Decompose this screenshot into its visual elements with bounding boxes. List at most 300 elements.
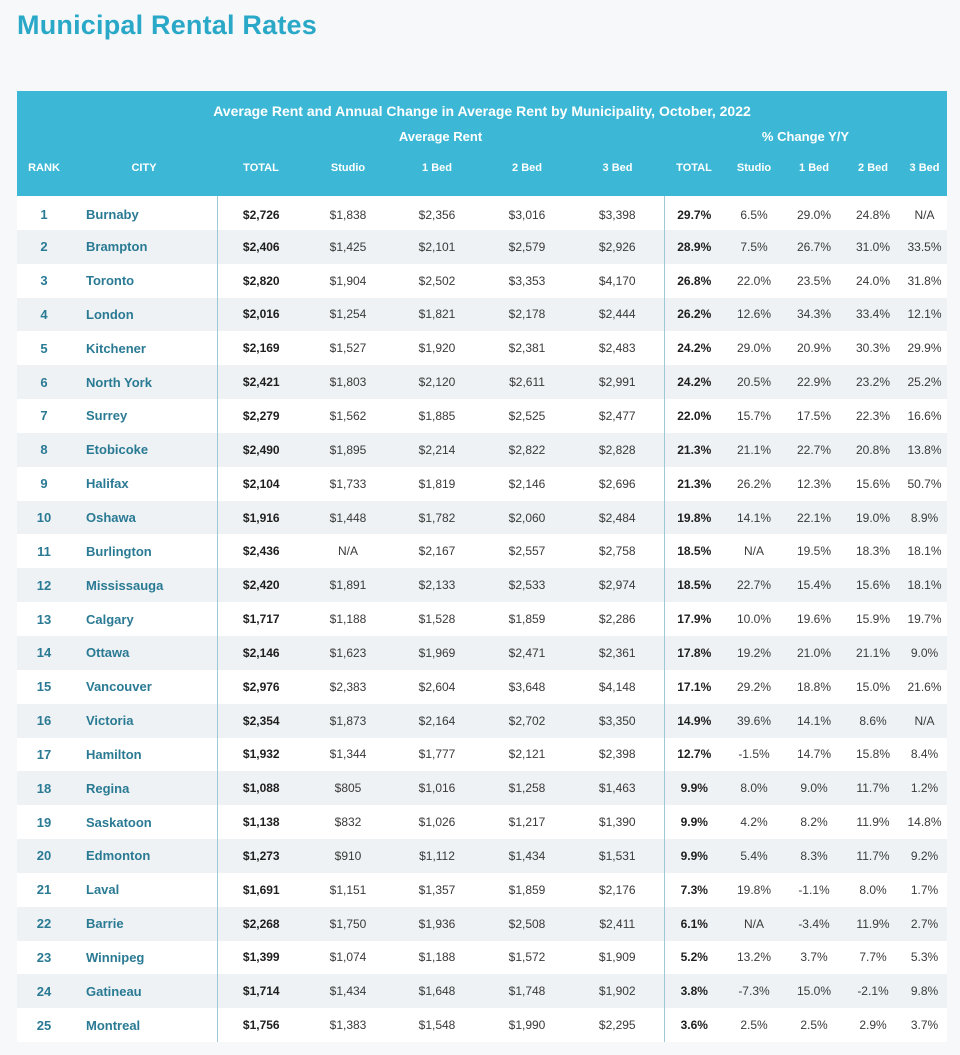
table-row: [17, 298, 947, 332]
total-rent-cell: $2,421: [242, 375, 280, 390]
column-header: 3 Bed: [602, 162, 633, 174]
table-cell: $2,398: [571, 738, 664, 772]
table-cell: $1,748: [508, 984, 546, 999]
table-row: [17, 670, 947, 704]
group-change: % Change Y/Y: [761, 128, 850, 144]
total-change-cell: 17.1%: [677, 679, 712, 694]
table-cell: $1,528: [418, 612, 456, 627]
column-header: RANK: [28, 162, 60, 174]
table-cell: 23.5%: [796, 273, 832, 288]
table-cell: $2,286: [571, 602, 664, 636]
table-cell: $3,350: [571, 704, 664, 738]
total-rent-cell: $1,717: [242, 612, 280, 627]
table-cell: $2,828: [571, 433, 664, 467]
table-cell: $1,016: [418, 781, 456, 796]
total-rent-cell: $2,490: [242, 442, 280, 457]
table-cell: $1,074: [329, 950, 367, 965]
table-cell: 22.3%: [855, 408, 891, 423]
table-cell: 15.0%: [796, 984, 832, 999]
table-cell: $2,991: [571, 365, 664, 399]
table-cell: $2,383: [329, 679, 367, 694]
table-cell: -7.3%: [738, 984, 770, 999]
table-cell: 25.2%: [907, 375, 942, 390]
table-cell: 17.5%: [796, 408, 832, 423]
total-rent-cell: $1,399: [242, 950, 280, 965]
total-change-cell: 7.3%: [680, 882, 708, 897]
total-rent-cell: $1,714: [242, 984, 280, 999]
table-cell: 16.6%: [907, 408, 942, 423]
table-cell: 8.0%: [859, 882, 887, 897]
table-row: [17, 331, 947, 365]
rank-cell: 3: [40, 273, 48, 289]
table-cell: 8.4%: [910, 747, 939, 762]
table-cell: 5.3%: [910, 950, 939, 965]
table-cell: $2,444: [571, 298, 664, 332]
total-rent-cell: $2,976: [242, 679, 280, 694]
table-cell: 26.2%: [736, 476, 772, 491]
table-cell: $4,148: [571, 670, 664, 704]
table-cell: $1,902: [571, 974, 664, 1008]
rank-cell: 20: [36, 848, 52, 864]
rank-cell: 24: [36, 983, 52, 999]
table-cell: 14.1%: [796, 713, 832, 728]
total-change-cell: 24.2%: [677, 375, 712, 390]
table-cell: 15.9%: [855, 612, 891, 627]
table-row: [17, 941, 947, 975]
table-cell: $1,904: [329, 273, 367, 288]
table-cell: $2,167: [418, 544, 456, 559]
table-cell: $1,895: [329, 442, 367, 457]
table-cell: 2.9%: [859, 1018, 887, 1033]
table-cell: 9.0%: [800, 781, 828, 796]
table-cell: 8.0%: [740, 781, 768, 796]
total-rent-cell: $1,138: [242, 815, 280, 830]
table-cell: $1,819: [418, 476, 456, 491]
table-cell: $1,572: [508, 950, 546, 965]
city-cell: Burlington: [71, 534, 217, 568]
column-header: Studio: [330, 162, 366, 174]
total-change-cell: 19.8%: [677, 510, 712, 525]
table-row: [17, 771, 947, 805]
table-cell: $1,920: [418, 341, 456, 356]
table-cell: $1,838: [329, 207, 367, 222]
table-cell: 21.6%: [907, 679, 942, 694]
table-cell: $1,357: [418, 882, 456, 897]
table-cell: 22.1%: [796, 510, 832, 525]
table-cell: $832: [334, 815, 362, 830]
table-cell: 22.0%: [736, 273, 772, 288]
table-cell: $1,390: [571, 805, 664, 839]
table-cell: $1,548: [418, 1018, 456, 1033]
table-cell: 8.6%: [859, 713, 887, 728]
table-cell: $3,648: [508, 679, 546, 694]
column-header: CITY: [131, 162, 157, 174]
table-cell: 20.5%: [736, 375, 772, 390]
table-cell: $2,214: [418, 442, 456, 457]
table-cell: $1,151: [329, 882, 367, 897]
table-cell: $2,484: [571, 501, 664, 535]
table-cell: $2,133: [418, 578, 456, 593]
table-cell: 21.0%: [796, 645, 832, 660]
table-cell: 34.3%: [796, 307, 832, 322]
table-row: [17, 433, 947, 467]
table-cell: $3,398: [571, 196, 664, 230]
table-cell: $2,974: [571, 568, 664, 602]
rank-cell: 14: [36, 645, 52, 661]
table-cell: $3,016: [508, 207, 546, 222]
table-cell: 5.4%: [740, 848, 768, 863]
table-cell: $1,803: [329, 375, 367, 390]
total-change-cell: 6.1%: [680, 916, 708, 931]
table-cell: 31.8%: [907, 273, 942, 288]
city-cell: Toronto: [71, 264, 217, 298]
table-cell: $1,112: [419, 848, 455, 863]
table-cell: 15.6%: [855, 476, 891, 491]
total-change-cell: 21.3%: [677, 442, 712, 457]
total-change-cell: 3.6%: [680, 1018, 708, 1033]
table-cell: $1,777: [418, 747, 456, 762]
table-cell: $2,295: [571, 1008, 664, 1042]
rank-cell: 5: [40, 340, 48, 356]
total-rent-cell: $2,104: [242, 476, 280, 491]
table-cell: 21.1%: [736, 442, 772, 457]
total-rent-cell: $2,279: [242, 408, 280, 423]
table-cell: $1,448: [329, 510, 367, 525]
table-cell: $1,969: [418, 645, 456, 660]
table-cell: $1,383: [329, 1018, 367, 1033]
city-cell: Barrie: [71, 907, 217, 941]
table-cell: 19.2%: [736, 645, 772, 660]
table-cell: 8.3%: [800, 848, 828, 863]
table-cell: 50.7%: [907, 476, 942, 491]
group-average-rent: Average Rent: [398, 128, 483, 144]
table-cell: $2,101: [418, 239, 456, 254]
table-cell: $910: [334, 848, 362, 863]
total-rent-cell: $2,420: [242, 578, 280, 593]
table-cell: $1,891: [329, 578, 367, 593]
total-rent-cell: $2,354: [242, 713, 280, 728]
table-row: [17, 839, 947, 873]
table-cell: 7.7%: [859, 950, 887, 965]
city-cell: Kitchener: [71, 331, 217, 365]
total-change-cell: 3.8%: [680, 984, 708, 999]
city-cell: Saskatoon: [71, 805, 217, 839]
table-cell: 4.2%: [740, 815, 768, 830]
table-cell: -2.1%: [857, 984, 889, 999]
table-cell: $2,356: [418, 207, 456, 222]
table-cell: 33.4%: [855, 307, 891, 322]
city-cell: London: [71, 298, 217, 332]
table-cell: $1,217: [508, 815, 546, 830]
total-rent-cell: $2,016: [242, 307, 280, 322]
table-row: [17, 704, 947, 738]
table-cell: $2,533: [508, 578, 546, 593]
table-cell: 24.8%: [855, 207, 891, 222]
table-cell: $1,434: [508, 848, 546, 863]
table-caption: Average Rent and Annual Change in Average Rent by Municipality, October, 2022: [213, 102, 751, 119]
table-cell: $3,353: [508, 273, 546, 288]
table-cell: 29.0%: [736, 341, 772, 356]
column-header: 2 Bed: [858, 162, 888, 174]
column-header: 1 Bed: [799, 162, 829, 174]
total-rent-cell: $1,756: [242, 1018, 280, 1033]
table-cell: $1,782: [418, 510, 456, 525]
table-cell: $1,527: [329, 341, 367, 356]
table-row: [17, 467, 947, 501]
column-header: 2 Bed: [512, 162, 542, 174]
table-cell: 10.0%: [736, 612, 772, 627]
rank-cell: 9: [40, 476, 48, 492]
table-cell: 22.7%: [796, 442, 832, 457]
total-change-cell: 12.7%: [677, 747, 712, 762]
table-row: [17, 907, 947, 941]
table-cell: 11.9%: [856, 916, 890, 931]
total-rent-cell: $1,691: [242, 882, 280, 897]
total-change-cell: 29.7%: [677, 207, 712, 222]
table-row: [17, 501, 947, 535]
rank-cell: 16: [36, 713, 52, 729]
table-cell: $1,562: [329, 408, 367, 423]
column-header: 3 Bed: [909, 162, 940, 174]
table-cell: 29.0%: [796, 207, 832, 222]
total-rent-cell: $2,436: [242, 544, 280, 559]
table-cell: N/A: [743, 916, 764, 931]
total-change-cell: 17.8%: [677, 645, 712, 660]
table-cell: $1,188: [418, 950, 456, 965]
table-cell: $1,859: [508, 612, 546, 627]
table-cell: $1,648: [418, 984, 456, 999]
table-cell: N/A: [914, 713, 935, 728]
city-cell: Regina: [71, 771, 217, 805]
table-row: [17, 399, 947, 433]
table-cell: 12.6%: [736, 307, 772, 322]
rank-cell: 2: [40, 239, 48, 255]
rank-cell: 12: [36, 577, 52, 593]
table-cell: $1,821: [418, 307, 456, 322]
table-cell: $2,121: [508, 747, 546, 762]
table-cell: 31.0%: [855, 239, 891, 254]
total-rent-cell: $2,406: [242, 239, 280, 254]
table-cell: 29.2%: [736, 679, 772, 694]
table-cell: 14.8%: [907, 815, 942, 830]
table-cell: $1,909: [571, 941, 664, 975]
table-cell: $2,178: [508, 307, 546, 322]
total-change-cell: 9.9%: [680, 848, 708, 863]
rank-cell: 15: [36, 679, 52, 695]
total-change-cell: 17.9%: [677, 612, 712, 627]
city-cell: Gatineau: [71, 974, 217, 1008]
city-cell: Edmonton: [71, 839, 217, 873]
table-cell: 15.0%: [855, 679, 891, 694]
table-cell: 39.6%: [736, 713, 772, 728]
table-cell: 22.9%: [796, 375, 832, 390]
page-title: Municipal Rental Rates: [17, 10, 317, 40]
table-cell: $1,463: [571, 771, 664, 805]
table-row: [17, 805, 947, 839]
rank-cell: 13: [36, 611, 52, 627]
table-cell: 13.2%: [736, 950, 772, 965]
table-cell: 18.1%: [907, 578, 942, 593]
column-header: 1 Bed: [422, 162, 452, 174]
table-cell: $2,758: [571, 534, 664, 568]
table-cell: $1,254: [329, 307, 367, 322]
rank-cell: 11: [37, 543, 51, 559]
table-cell: 23.2%: [855, 375, 891, 390]
table-cell: $2,579: [508, 239, 546, 254]
rank-cell: 10: [36, 510, 52, 526]
table-cell: 15.8%: [855, 747, 891, 762]
table-cell: 18.1%: [907, 544, 942, 559]
table-row: [17, 365, 947, 399]
table-cell: 12.3%: [796, 476, 832, 491]
table-row: [17, 974, 947, 1008]
city-cell: Brampton: [71, 230, 217, 264]
table-row: [17, 264, 947, 298]
table-cell: 7.5%: [740, 239, 768, 254]
table-cell: $2,525: [508, 408, 546, 423]
table-cell: $1,425: [329, 239, 367, 254]
city-cell: Vancouver: [71, 670, 217, 704]
table-cell: 20.8%: [855, 442, 891, 457]
table-cell: $1,873: [329, 713, 367, 728]
table-cell: $2,060: [508, 510, 546, 525]
city-cell: Laval: [71, 873, 217, 907]
table-cell: $2,483: [571, 331, 664, 365]
table-row: [17, 196, 947, 230]
total-rent-cell: $1,273: [242, 848, 280, 863]
rank-cell: 1: [40, 207, 48, 223]
column-header: TOTAL: [676, 162, 712, 174]
rank-cell: 19: [36, 814, 52, 830]
table-cell: 19.7%: [907, 612, 942, 627]
table-cell: $2,502: [418, 273, 456, 288]
rank-cell: 7: [40, 408, 48, 424]
table-cell: 12.1%: [907, 307, 942, 322]
city-cell: Montreal: [71, 1008, 217, 1042]
table-cell: 19.6%: [796, 612, 832, 627]
city-cell: Burnaby: [71, 196, 217, 230]
table-cell: $2,604: [418, 679, 456, 694]
city-cell: Ottawa: [71, 636, 217, 670]
table-cell: $2,611: [509, 375, 545, 390]
table-cell: $1,026: [418, 815, 456, 830]
table-cell: $1,750: [329, 916, 367, 931]
table-cell: $1,531: [571, 839, 664, 873]
total-change-cell: 26.2%: [677, 307, 712, 322]
total-rent-cell: $2,820: [242, 273, 280, 288]
table-cell: 8.2%: [800, 815, 828, 830]
table-row: [17, 1008, 947, 1042]
table-cell: 9.8%: [910, 984, 939, 999]
total-change-cell: 14.9%: [677, 713, 712, 728]
table-cell: 11.9%: [856, 815, 890, 830]
column-header: Studio: [736, 162, 772, 174]
column-header: TOTAL: [243, 162, 279, 174]
city-cell: Hamilton: [71, 738, 217, 772]
rank-cell: 18: [36, 780, 52, 796]
table-cell: $1,188: [329, 612, 367, 627]
table-cell: $2,822: [508, 442, 546, 457]
table-cell: 11.7%: [856, 848, 890, 863]
total-rent-cell: $2,268: [242, 916, 280, 931]
total-change-cell: 28.9%: [677, 239, 712, 254]
total-rent-cell: $2,169: [242, 341, 280, 356]
table-cell: $2,477: [571, 399, 664, 433]
table-cell: N/A: [743, 544, 764, 559]
table-cell: 15.7%: [736, 408, 772, 423]
table-cell: 3.7%: [800, 950, 828, 965]
total-change-cell: 26.8%: [677, 273, 712, 288]
table-row: [17, 534, 947, 568]
table-cell: 22.7%: [736, 578, 772, 593]
city-cell: Surrey: [71, 399, 217, 433]
table-cell: $2,471: [508, 645, 546, 660]
table-cell: N/A: [337, 544, 358, 559]
total-change-cell: 24.2%: [677, 341, 712, 356]
table-cell: 18.3%: [855, 544, 891, 559]
table-cell: $4,170: [571, 264, 664, 298]
table-cell: 20.9%: [796, 341, 832, 356]
total-rent-cell: $1,916: [242, 510, 280, 525]
table-cell: 3.7%: [910, 1018, 939, 1033]
table-cell: 2.7%: [910, 916, 939, 931]
table-cell: 6.5%: [740, 207, 768, 222]
table-row: [17, 230, 947, 264]
table-cell: -1.5%: [738, 747, 770, 762]
table-cell: 33.5%: [907, 239, 942, 254]
table-cell: $1,990: [508, 1018, 546, 1033]
table-row: [17, 873, 947, 907]
table-cell: 15.6%: [855, 578, 891, 593]
table-cell: 26.7%: [796, 239, 832, 254]
table-cell: $1,623: [329, 645, 367, 660]
rank-cell: 21: [36, 882, 52, 898]
total-change-cell: 5.2%: [680, 950, 708, 965]
table-cell: $2,411: [571, 907, 664, 941]
city-cell: Victoria: [71, 704, 217, 738]
table-cell: N/A: [914, 207, 935, 222]
table-cell: $1,258: [508, 781, 546, 796]
city-cell: Winnipeg: [71, 941, 217, 975]
table-cell: 15.4%: [796, 578, 832, 593]
table-cell: $2,926: [571, 230, 664, 264]
table-cell: 2.5%: [800, 1018, 828, 1033]
total-rent-cell: $2,726: [242, 207, 280, 222]
table-cell: 2.5%: [740, 1018, 768, 1033]
table-row: [17, 602, 947, 636]
city-cell: North York: [71, 365, 217, 399]
table-cell: 14.7%: [796, 747, 832, 762]
city-cell: Oshawa: [71, 501, 217, 535]
city-cell: Etobicoke: [71, 433, 217, 467]
table-cell: 19.5%: [796, 544, 832, 559]
table-row: [17, 568, 947, 602]
table-cell: $1,344: [329, 747, 367, 762]
table-cell: 14.1%: [736, 510, 772, 525]
table-cell: $805: [334, 781, 362, 796]
total-change-cell: 9.9%: [680, 781, 708, 796]
table-cell: $1,733: [329, 476, 367, 491]
table-cell: $2,696: [571, 467, 664, 501]
rental-rates-table: [17, 91, 947, 1042]
table-cell: 11.7%: [856, 781, 890, 796]
table-cell: $2,702: [508, 713, 546, 728]
city-cell: Mississauga: [71, 568, 217, 602]
table-cell: $2,164: [418, 713, 456, 728]
table-cell: 24.0%: [855, 273, 891, 288]
table-cell: $1,936: [418, 916, 456, 931]
city-cell: Calgary: [71, 602, 217, 636]
